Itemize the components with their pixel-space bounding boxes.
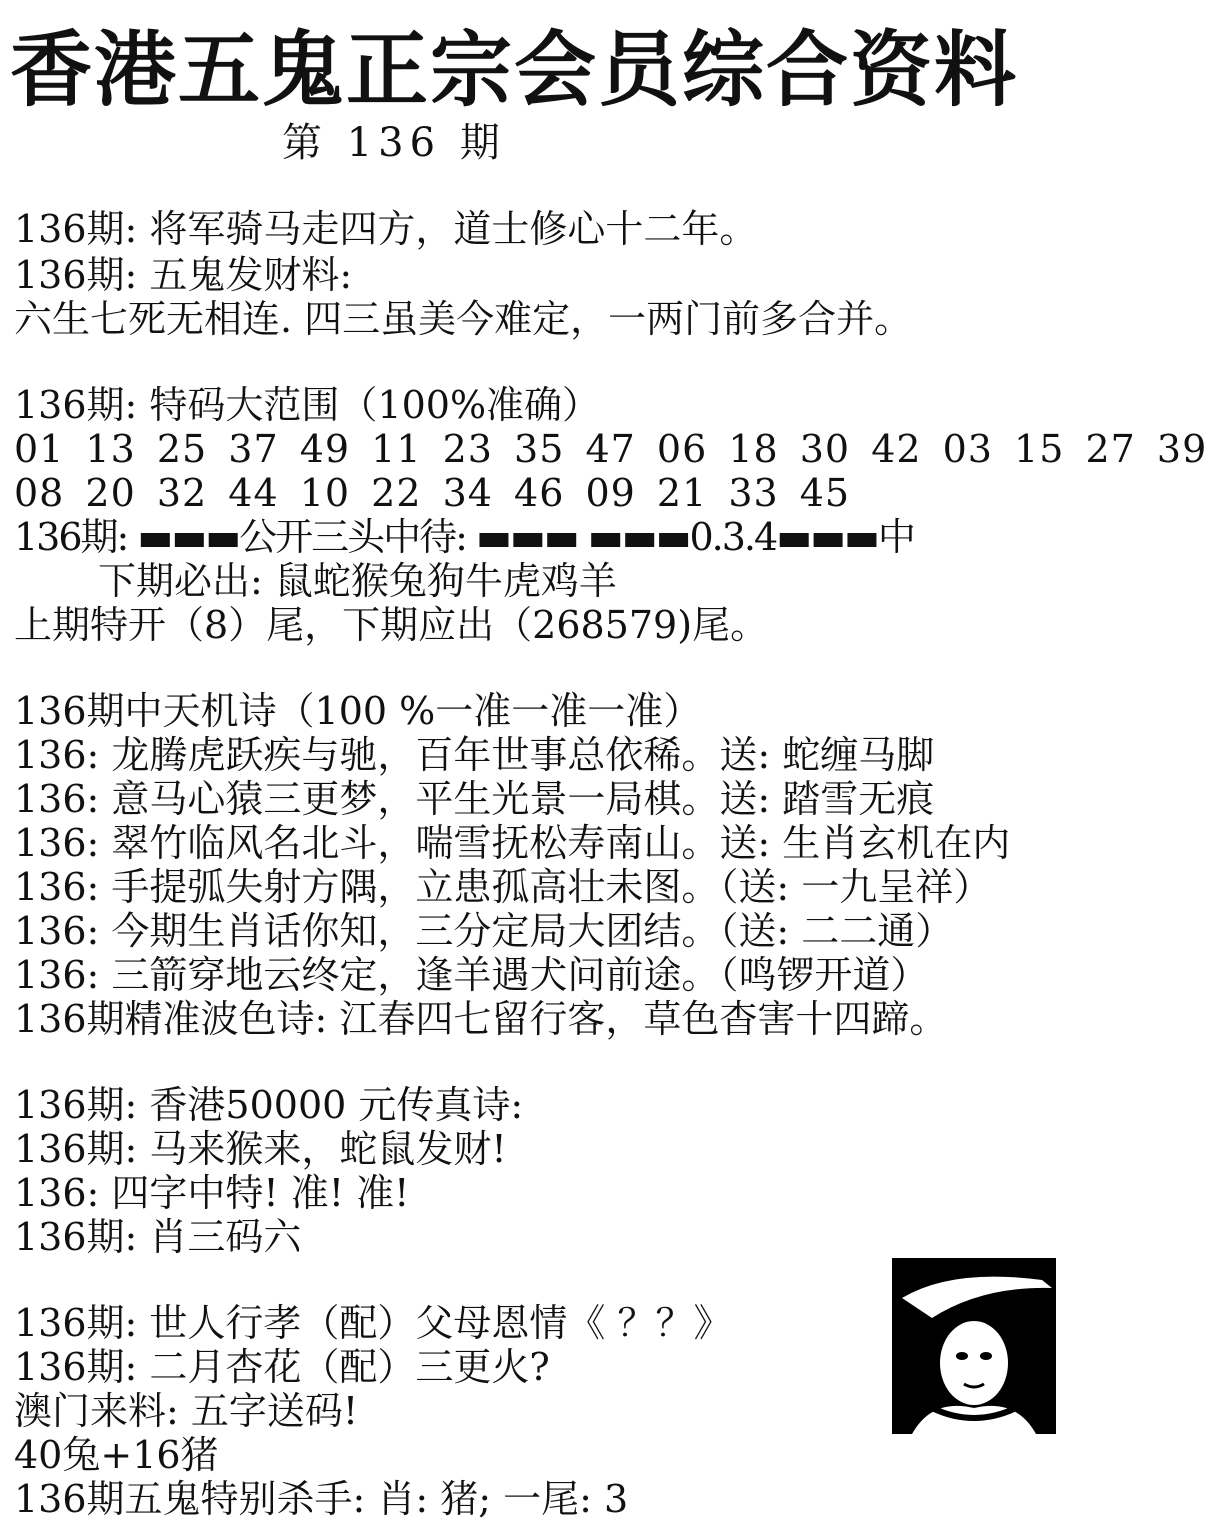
- poem-heading: 136期中天机诗（100 %一准一准一准）: [14, 689, 702, 733]
- poem-line: 136: 今期生肖话你知，三分定局大团结。（送: 二二通）: [14, 909, 954, 953]
- code-combo-line: 40兔+16猪: [14, 1433, 219, 1477]
- poem-line: 136: 三箭穿地云终定，逢羊遇犬问前途。（鸣锣开道）: [14, 953, 929, 997]
- zodiac-code-line: 136期: 肖三码六: [14, 1215, 302, 1259]
- portrait-image: [892, 1258, 1056, 1434]
- four-word-line: 136: 四字中特! 准! 准!: [14, 1171, 410, 1215]
- poem-line: 136: 龙腾虎跃疾与驰，百年世事总依稀。送: 蛇缠马脚: [14, 733, 935, 777]
- number-row-2: 08 20 32 44 10 22 34 46 09 21 33 45: [14, 471, 851, 515]
- number-row-1: 01 13 25 37 49 11 23 35 47 06 18 30 42 03 15 27 39: [14, 427, 1207, 471]
- killer-line: 136期五鬼特别杀手: 肖: 猪; 一尾: 3: [14, 1477, 629, 1521]
- poem-line: 136: 翠竹临风名北斗，喘雪抚松寿南山。送: 生肖玄机在内: [14, 821, 1011, 865]
- poem-line: 136: 意马心猿三更梦，平生光景一局棋。送: 踏雪无痕: [14, 777, 935, 821]
- fortune-verse: 六生七死无相连. 四三虽美今难定，一两门前多合并。: [14, 297, 913, 341]
- pairing-line: 136期: 二月杏花（配）三更火?: [14, 1345, 550, 1389]
- next-zodiac-line: 下期必出: 鼠蛇猴兔狗牛虎鸡羊: [98, 559, 617, 603]
- fax-poem-line: 136期: 马来猴来，蛇鼠发财!: [14, 1127, 507, 1171]
- range-heading: 136期: 特码大范围（100%准确）: [14, 383, 601, 427]
- macau-heading: 澳门来料: 五字送码!: [14, 1389, 359, 1433]
- tail-number-line: 上期特开（8）尾，下期应出（268579)尾。: [14, 603, 769, 647]
- page-title: 香港五鬼正宗会员综合资料: [10, 22, 1019, 118]
- verse-line: 136期: 将军骑马走四方，道士修心十二年。: [14, 207, 758, 251]
- three-head-line: 136期: ▬▬▬公开三头中待: ▬▬▬ ▬▬▬0.3.4▬▬▬中: [14, 515, 914, 559]
- pairing-line: 136期: 世人行孝（配）父母恩情《 ？？》: [14, 1301, 732, 1345]
- fax-poem-heading: 136期: 香港50000 元传真诗:: [14, 1083, 524, 1127]
- fortune-heading: 136期: 五鬼发财料:: [14, 253, 353, 297]
- poem-line: 136: 手提弧失射方隅，立患孤高壮未图。（送: 一九呈祥）: [14, 865, 992, 909]
- color-poem-line: 136期精准波色诗: 江春四七留行客，草色杳害十四蹄。: [14, 997, 948, 1041]
- issue-number: 第 136 期: [282, 120, 506, 166]
- portrait-photo: [892, 1258, 1056, 1434]
